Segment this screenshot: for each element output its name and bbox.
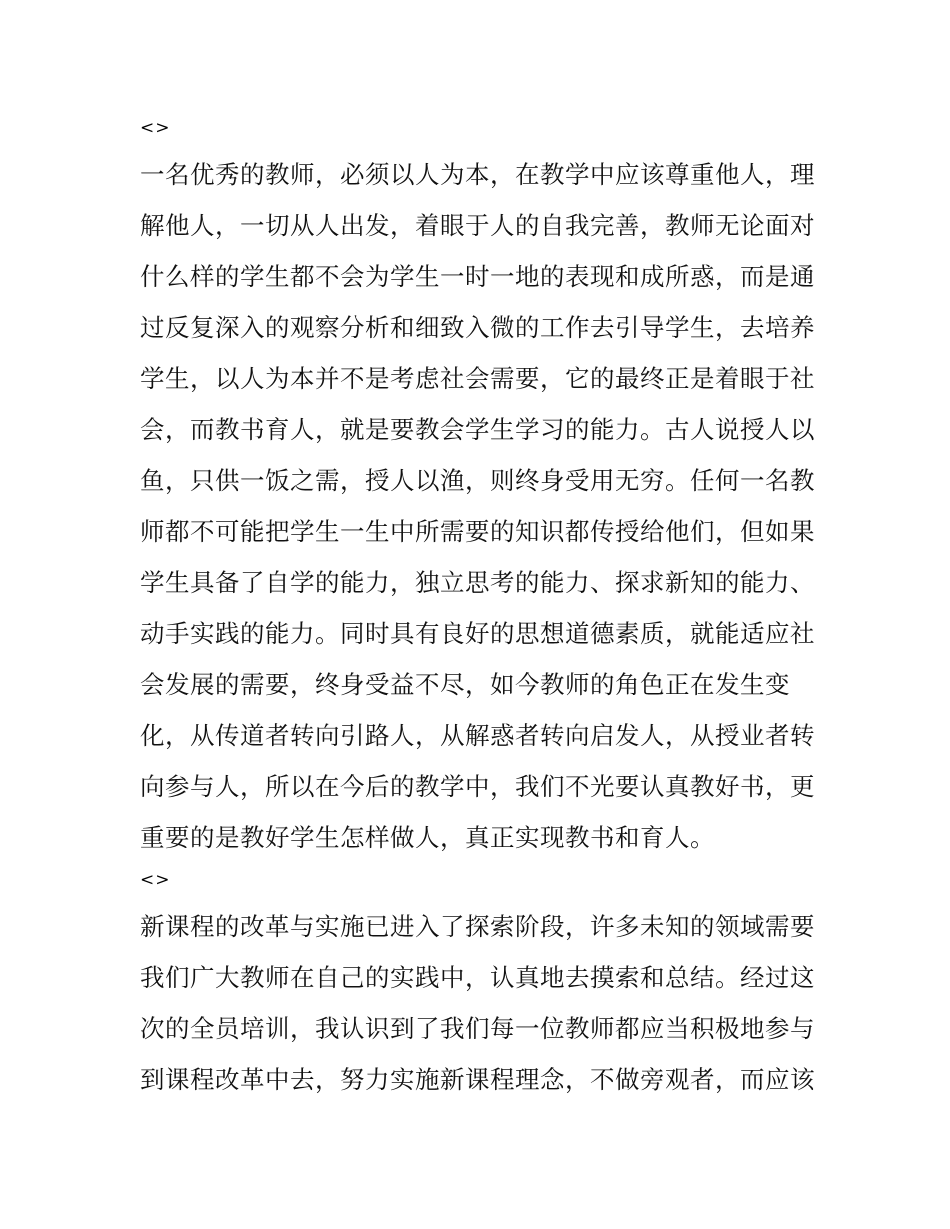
text-line: 我们广大教师在自己的实践中，认真地去摸索和总结。经过这: [140, 963, 815, 992]
text-line: 会发展的需要，终身受益不尽，如今教师的角色正在发生变: [140, 670, 790, 699]
text-line: 会，而教书育人，就是要教会学生学习的能力。古人说授人以: [140, 415, 815, 444]
text-line: 向参与人，所以在今后的教学中，我们不光要认真教好书，更: [140, 772, 815, 801]
text-line: 学生具备了自学的能力，独立思考的能力、探求新知的能力、: [140, 568, 815, 597]
paragraph-marker: <>: [140, 118, 171, 138]
text-line: 到课程改革中去，努力实施新课程理念，不做旁观者，而应该: [140, 1065, 815, 1094]
text-line: 鱼，只供一饭之需，授人以渔，则终身受用无穷。任何一名教: [140, 466, 815, 495]
text-line: 重要的是教好学生怎样做人，真正实现教书和育人。: [140, 823, 715, 852]
text-line: 次的全员培训，我认识到了我们每一位教师都应当积极地参与: [140, 1014, 815, 1043]
text-line: 动手实践的能力。同时具有良好的思想道德素质，就能适应社: [140, 619, 815, 648]
paragraph-marker: <>: [140, 870, 171, 890]
text-line: 学生，以人为本并不是考虑社会需要，它的最终正是着眼于社: [140, 364, 815, 393]
text-line: 新课程的改革与实施已进入了探索阶段，许多未知的领域需要: [140, 912, 815, 941]
text-line: 解他人，一切从人出发，着眼于人的自我完善，教师无论面对: [140, 211, 815, 240]
text-line: 一名优秀的教师，必须以人为本，在教学中应该尊重他人，理: [140, 160, 815, 189]
text-line: 师都不可能把学生一生中所需要的知识都传授给他们，但如果: [140, 517, 815, 546]
text-line: 过反复深入的观察分析和细致入微的工作去引导学生，去培养: [140, 313, 815, 342]
text-line: 化，从传道者转向引路人，从解惑者转向启发人，从授业者转: [140, 721, 815, 750]
text-line: 什么样的学生都不会为学生一时一地的表现和成所惑，而是通: [140, 262, 815, 291]
